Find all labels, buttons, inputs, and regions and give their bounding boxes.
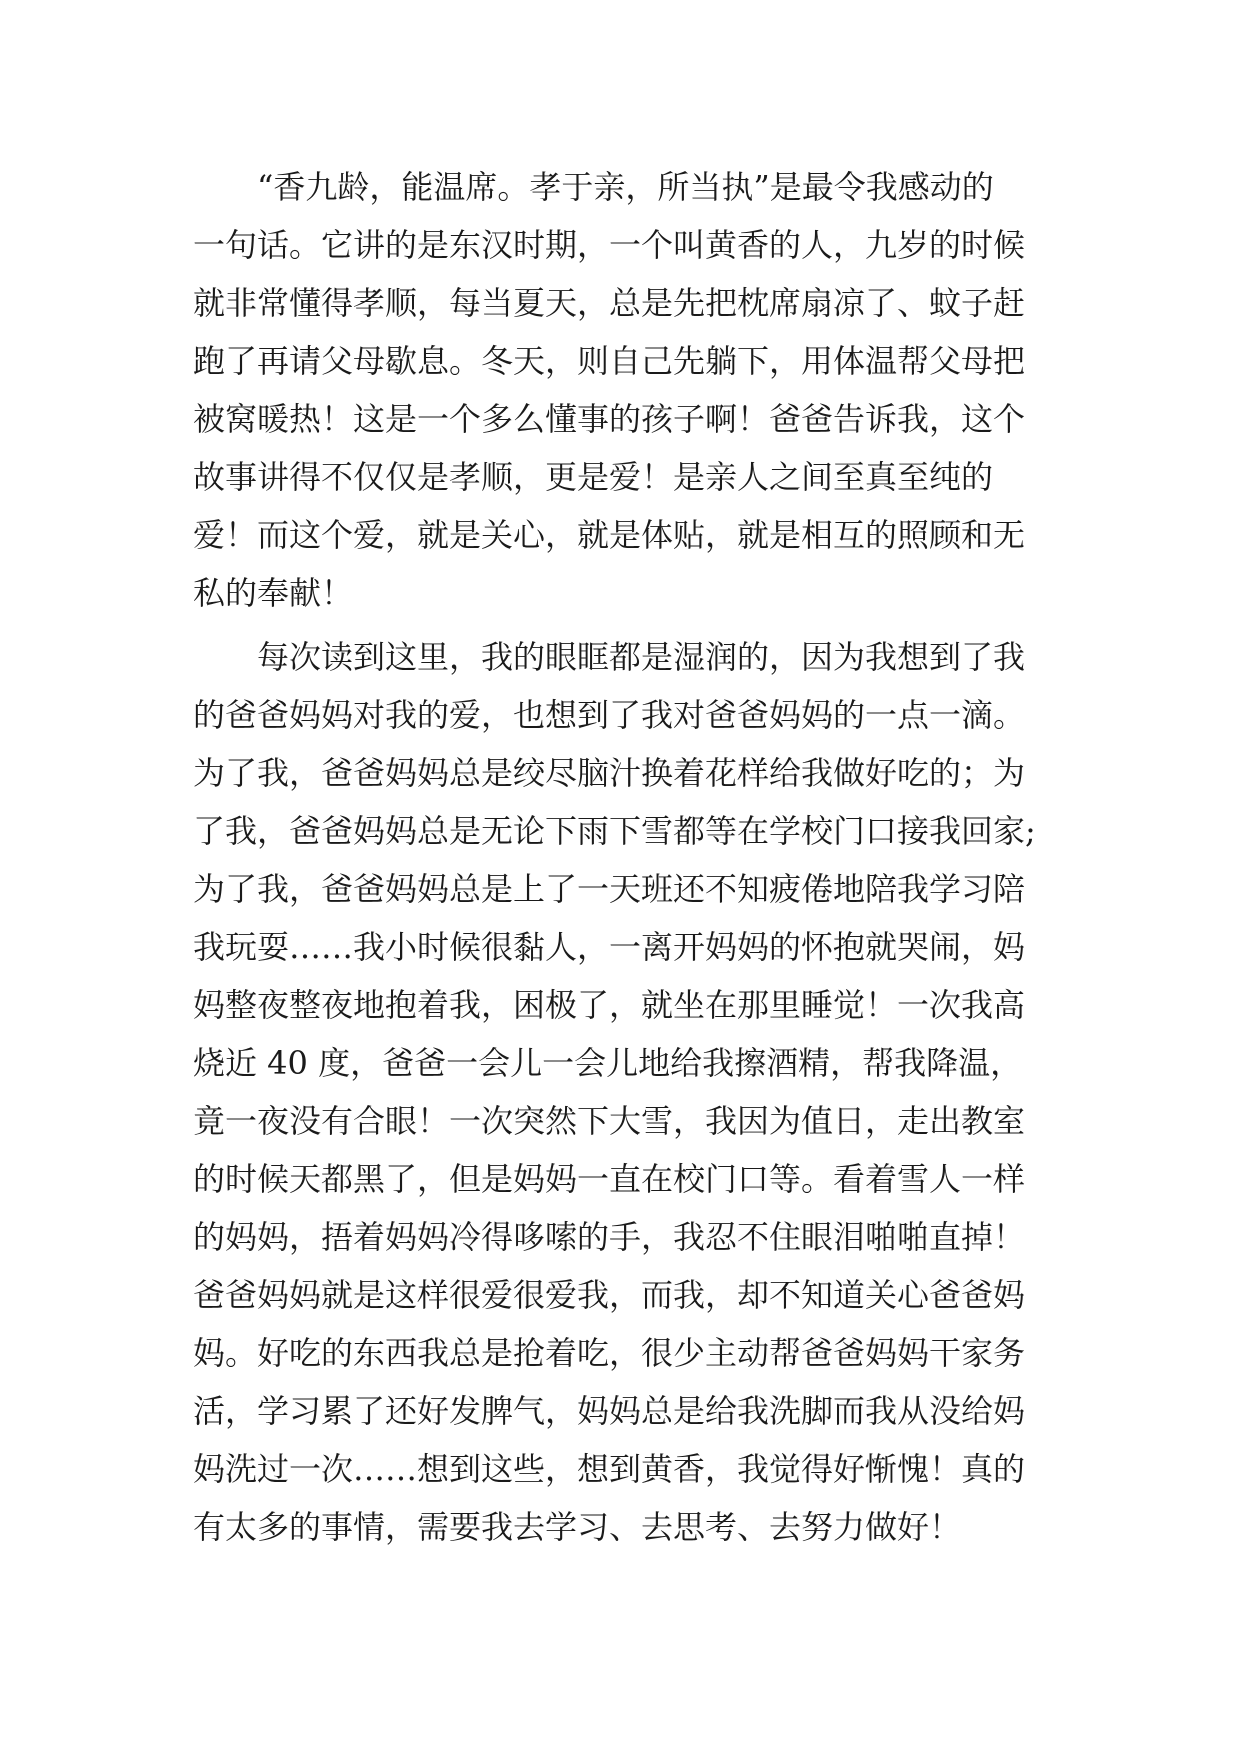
text-line: 竟一夜没有合眼！一次突然下大雪，我因为值日，走出教室 <box>193 1102 1026 1140</box>
text-line: 有太多的事情，需要我去学习、去思考、去努力做好！ <box>193 1508 962 1546</box>
text-line: “香九龄，能温席。孝于亲，所当执”是最令我感动的 <box>193 168 994 206</box>
text-line: 故事讲得不仅仅是孝顺，更是爱！是亲人之间至真至纯的 <box>193 458 994 496</box>
text-line: 妈。好吃的东西我总是抢着吃，很少主动帮爸爸妈妈干家务 <box>193 1334 1026 1372</box>
essay-body <box>193 158 1073 1556</box>
text-line: 烧近 40 度，爸爸一会儿一会儿地给我擦酒精，帮我降温， <box>193 1044 1023 1082</box>
text-line: 跑了再请父母歇息。冬天，则自己先躺下，用体温帮父母把 <box>193 342 1026 380</box>
text-line: 一句话。它讲的是东汉时期，一个叫黄香的人，九岁的时候 <box>193 226 1026 264</box>
text-line: 了我，爸爸妈妈总是无论下雨下雪都等在学校门口接我回家; <box>193 812 1036 850</box>
text-line: 妈整夜整夜地抱着我，困极了，就坐在那里睡觉！一次我高 <box>193 986 1026 1024</box>
text-line: 妈洗过一次……想到这些，想到黄香，我觉得好惭愧！真的 <box>193 1450 1026 1488</box>
text-line: 活，学习累了还好发脾气，妈妈总是给我洗脚而我从没给妈 <box>193 1392 1026 1430</box>
text-line: 爸爸妈妈就是这样很爱很爱我，而我，却不知道关心爸爸妈 <box>193 1276 1026 1314</box>
text-line: 为了我，爸爸妈妈总是绞尽脑汁换着花样给我做好吃的；为 <box>193 754 1026 792</box>
paragraph-1 <box>193 158 1073 622</box>
text-line: 的妈妈，捂着妈妈冷得哆嗦的手，我忍不住眼泪啪啪直掉！ <box>193 1218 1026 1256</box>
text-line: 我玩耍……我小时候很黏人，一离开妈妈的怀抱就哭闹，妈 <box>193 928 1026 966</box>
text-line: 私的奉献！ <box>193 574 354 612</box>
text-line: 的爸爸妈妈对我的爱，也想到了我对爸爸妈妈的一点一滴。 <box>193 696 1026 734</box>
text-line: 为了我，爸爸妈妈总是上了一天班还不知疲倦地陪我学习陪 <box>193 870 1026 908</box>
text-line: 就非常懂得孝顺，每当夏天，总是先把枕席扇凉了、蚊子赶 <box>193 284 1026 322</box>
text-line: 被窝暖热！这是一个多么懂事的孩子啊！爸爸告诉我，这个 <box>193 400 1026 438</box>
paragraph-2 <box>193 628 1073 1556</box>
text-line: 的时候天都黑了，但是妈妈一直在校门口等。看着雪人一样 <box>193 1160 1026 1198</box>
text-line: 爱！而这个爱，就是关心，就是体贴，就是相互的照顾和无 <box>193 516 1026 554</box>
text-line: 每次读到这里，我的眼眶都是湿润的，因为我想到了我 <box>193 638 1026 676</box>
